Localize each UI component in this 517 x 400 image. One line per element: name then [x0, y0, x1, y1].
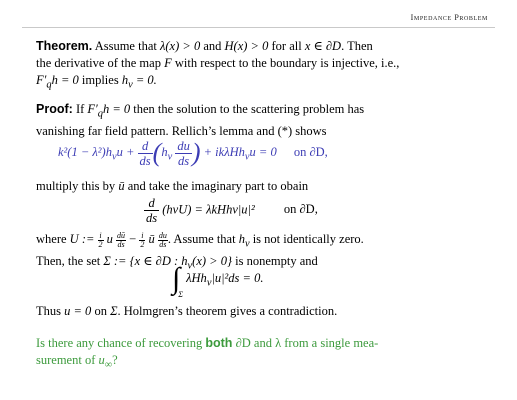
eq2-d-ds-fraction	[144, 196, 159, 225]
frechet-derivative	[36, 73, 79, 91]
eq1-h: h	[161, 144, 168, 159]
where-du-ds	[158, 232, 168, 249]
equation-integral	[172, 262, 264, 300]
where-minus: −	[126, 232, 140, 246]
theorem-text-1: Assume that	[94, 39, 160, 53]
eq1-nu-2: ν	[167, 151, 173, 163]
integral-sign: ∫	[172, 262, 181, 295]
eq1-du: du	[177, 138, 190, 153]
running-header: Impedance Problem	[410, 13, 488, 22]
map-F: F	[164, 56, 172, 70]
eq1-du-ds-fraction	[175, 139, 192, 168]
theorem-text-3: with respect to the boundary is injective, i.e.,	[171, 56, 400, 70]
multiply-line	[36, 178, 491, 195]
theorem-text-2: the derivative of the map	[36, 56, 165, 70]
sigma-nu: ν	[187, 260, 193, 271]
integral-domain: Σ	[178, 290, 183, 300]
theorem-for-all: for all	[268, 39, 305, 53]
eq1-d: d	[138, 139, 153, 154]
where-nu: ν	[244, 238, 250, 250]
where-two-b: 2	[140, 239, 145, 249]
proof-h-zero: h = 0	[102, 102, 131, 116]
f-sub-q: q	[46, 79, 52, 91]
eq1-ds-2: ds	[178, 153, 190, 168]
eq2-ds: ds	[146, 211, 158, 225]
where-ubar: ū	[145, 232, 158, 246]
nonempty-text: is nonempty and	[231, 253, 318, 268]
where-dubar-ds	[116, 232, 126, 249]
theorem-then: . Then	[341, 39, 373, 53]
theorem-and: and	[200, 39, 225, 53]
theorem-implies: implies	[78, 73, 122, 87]
where-dubar: dū	[117, 230, 126, 240]
thus-on: on	[91, 304, 111, 318]
where-not-zero: is not identically zero.	[249, 232, 364, 246]
proof-f-prime: F′	[87, 102, 98, 116]
theorem-label: Theorem.	[36, 39, 93, 53]
question-inf: ∞	[104, 359, 113, 371]
equals-zero: = 0.	[132, 73, 157, 87]
proof-label: Proof:	[36, 102, 73, 116]
equation-derivative	[144, 196, 318, 225]
where-assume: . Assume that	[167, 232, 239, 246]
thus-conclusion: . Holmgren’s theorem gives a contradiction.	[117, 304, 338, 318]
where-h: h	[238, 232, 245, 246]
eq1-close-paren: )	[191, 138, 201, 167]
question-text-a: Is there any chance of recovering	[36, 336, 206, 350]
where-i-b: i	[141, 230, 144, 240]
u-definition: U :=	[69, 232, 98, 246]
where-u: u	[103, 232, 117, 246]
multiply-text-a: multiply this by	[36, 179, 119, 193]
eq1-d-ds-fraction	[138, 139, 153, 168]
lambda-condition: λ(x) > 0	[159, 39, 201, 53]
eq1-domain: on ∂D,	[293, 144, 328, 159]
where-ds: ds	[117, 239, 125, 249]
eq1-rest: + ikλHh	[200, 144, 245, 159]
where-i: i	[99, 230, 102, 240]
eq1-nu: ν	[111, 151, 117, 163]
where-block	[36, 231, 491, 274]
u-bar: ū	[118, 179, 125, 193]
question-mark: ?	[112, 353, 118, 367]
where-ds-b: ds	[159, 239, 167, 249]
proof-text-1: then the solution to the scattering problem has	[130, 102, 365, 116]
then-set-text: Then, the set	[36, 253, 104, 268]
multiply-text-b: and take the imaginary part to obain	[124, 179, 309, 193]
eq1-rest-2: u = 0	[249, 144, 277, 159]
h-nu-zero	[121, 73, 157, 91]
eq1-nu-3: ν	[244, 151, 250, 163]
question-text-c: surement of	[36, 353, 99, 367]
h-zero: h = 0	[51, 73, 79, 87]
theorem-block	[36, 38, 491, 94]
sigma-def-a: Σ := {x ∈ ∂D : h	[103, 253, 188, 268]
where-two: 2	[98, 239, 103, 249]
proof-derivative	[87, 102, 131, 120]
eq1-lhs: k²(1 − λ²)h	[58, 144, 112, 159]
open-question	[36, 335, 491, 374]
f-prime: F′	[36, 73, 47, 87]
nu-sub: ν	[128, 79, 133, 91]
where-hnu	[238, 232, 250, 250]
eq2-d: d	[144, 196, 159, 211]
h-condition: H(x) > 0	[224, 39, 269, 53]
eq1-u-plus: u +	[116, 144, 138, 159]
eq3-body: λHh	[186, 270, 207, 285]
eq3-body-2: |u|²ds = 0.	[211, 270, 264, 285]
eq1-ds: ds	[139, 153, 151, 168]
sigma-def-b: (x) > 0}	[192, 253, 232, 268]
eq1-open-paren: (	[152, 138, 162, 167]
question-both: both	[205, 336, 233, 350]
proof-if: If	[72, 102, 88, 116]
thus-sigma: Σ	[110, 304, 118, 318]
eq2-domain: on ∂D,	[283, 202, 318, 217]
conclusion-line	[36, 303, 491, 320]
u-zero: u = 0	[64, 304, 92, 318]
x-in-boundary: x ∈ ∂D	[304, 39, 342, 53]
proof-f-sub-q: q	[97, 108, 103, 120]
eq2-body: (hνU) = λkHhν|u|²	[162, 202, 255, 217]
proof-block	[36, 101, 491, 140]
thus-text: Thus	[36, 304, 65, 318]
where-text: where	[36, 232, 70, 246]
where-du: du	[158, 230, 167, 240]
question-u: u	[98, 353, 105, 367]
header-rule	[22, 27, 495, 28]
proof-text-2: vanishing far field pattern. Rellich’s lemma and (*) shows	[36, 123, 327, 138]
h-symbol: h	[121, 73, 129, 87]
equation-boundary-condition	[58, 138, 328, 168]
question-text-b: ∂D and λ from a single mea-	[232, 336, 379, 350]
eq3-nu: ν	[206, 277, 212, 289]
